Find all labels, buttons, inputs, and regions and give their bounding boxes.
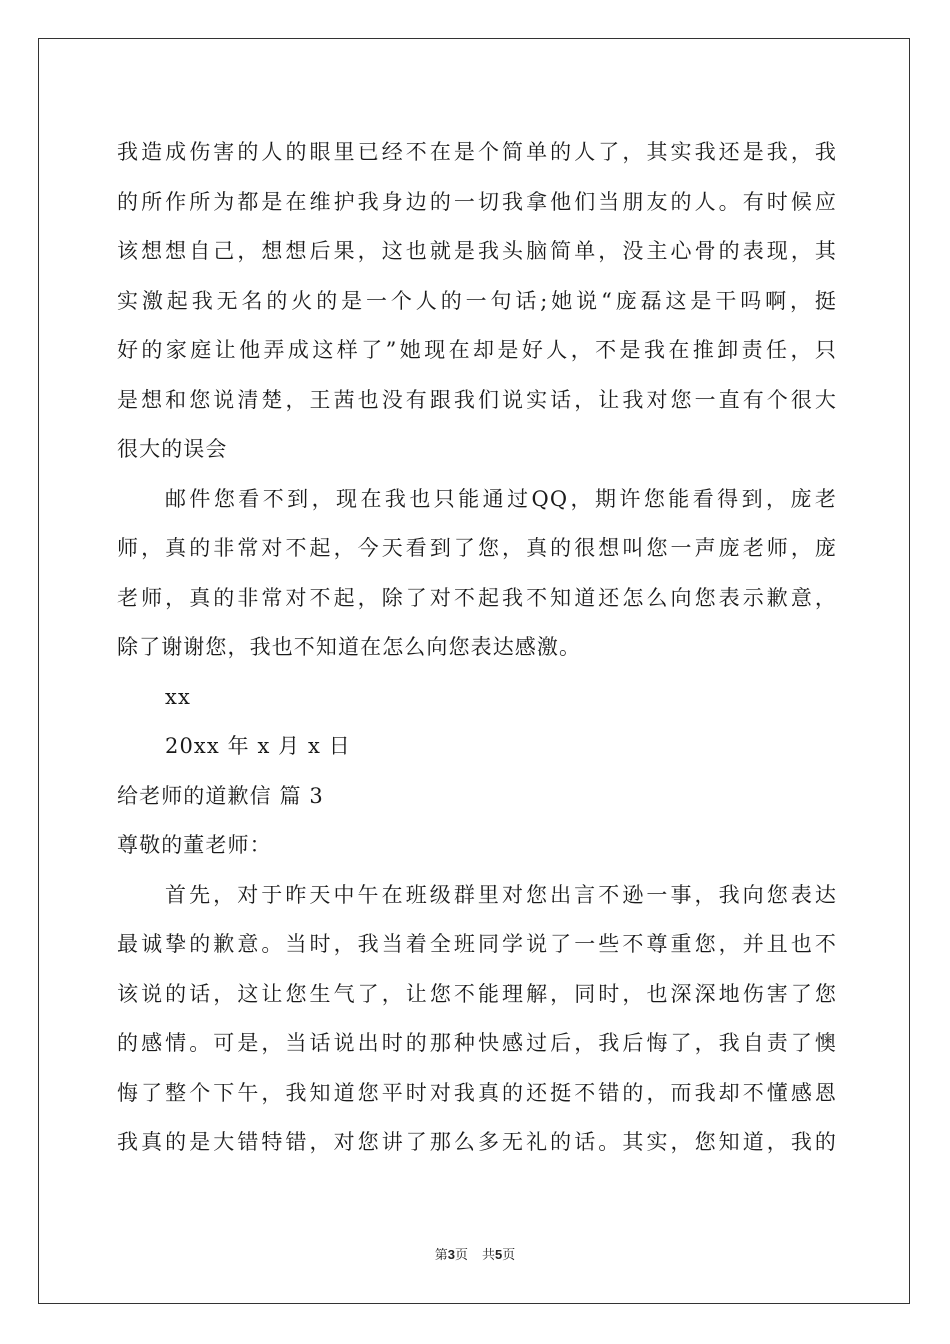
- total-pages: 5: [495, 1247, 503, 1262]
- paragraph-line: 邮件您看不到，现在我也只能通过QQ，期许您能看得到，庞老: [165, 486, 837, 511]
- paragraph-line: 师，真的非常对不起，今天看到了您，真的很想叫您一声庞老师，庞: [117, 536, 837, 560]
- page-suffix: 页: [454, 1248, 468, 1263]
- paragraph-line: 最诚挚的歉意。当时，我当着全班同学说了一些不尊重您，并且也不: [117, 932, 837, 956]
- section-title: 给老师的道歉信 篇 3: [117, 783, 324, 808]
- paragraph-line: 该想想自己，想想后果，这也就是我头脑简单，没主心骨的表现，其: [117, 239, 837, 263]
- paragraph-line: 该说的话，这让您生气了，让您不能理解，同时，也深深地伤害了您: [117, 981, 837, 1006]
- paragraph-line: 除了谢谢您，我也不知道在怎么向您表达感激。: [117, 635, 582, 659]
- paragraph-line: 首先，对于昨天中午在班级群里对您出言不逊一事，我向您表达: [165, 882, 837, 907]
- paragraph-line: 很大的误会: [117, 437, 228, 461]
- total-prefix: 共: [482, 1248, 496, 1263]
- total-suffix: 页: [502, 1248, 516, 1263]
- signature: xx: [165, 684, 191, 709]
- page-number: 3: [447, 1247, 455, 1262]
- date-line: 20xx 年 x 月 x 日: [165, 734, 351, 758]
- paragraph-line: 悔了整个下午，我知道您平时对我真的还挺不错的，而我却不懂感恩: [117, 1080, 837, 1105]
- page-footer: [0, 1244, 950, 1263]
- paragraph-line: 老师，真的非常对不起，除了对不起我不知道还怎么向您表示歉意，: [117, 585, 837, 610]
- page-prefix: 第: [434, 1248, 448, 1263]
- paragraph-line: 实激起我无名的火的是一个人的一句话;她说“庞磊这是干吗啊，挺: [117, 288, 837, 313]
- salutation: 尊敬的董老师：: [117, 833, 272, 857]
- paragraph-line: 我造成伤害的人的眼里已经不在是个简单的人了，其实我还是我，我: [117, 140, 837, 164]
- paragraph-line: 好的家庭让他弄成这样了”她现在却是好人，不是我在推卸责任，只: [117, 338, 837, 362]
- letter-body: [117, 128, 837, 1168]
- paragraph-line: 我真的是大错特错，对您讲了那么多无礼的话。其实，您知道，我的: [117, 1130, 837, 1154]
- paragraph-line: 的所作所为都是在维护我身边的一切我拿他们当朋友的人。有时候应: [117, 189, 837, 214]
- paragraph-line: 是想和您说清楚，王茜也没有跟我们说实话，让我对您一直有个很大: [117, 387, 837, 412]
- paragraph-line: 的感情。可是，当话说出时的那种快感过后，我后悔了，我自责了懊: [117, 1031, 837, 1055]
